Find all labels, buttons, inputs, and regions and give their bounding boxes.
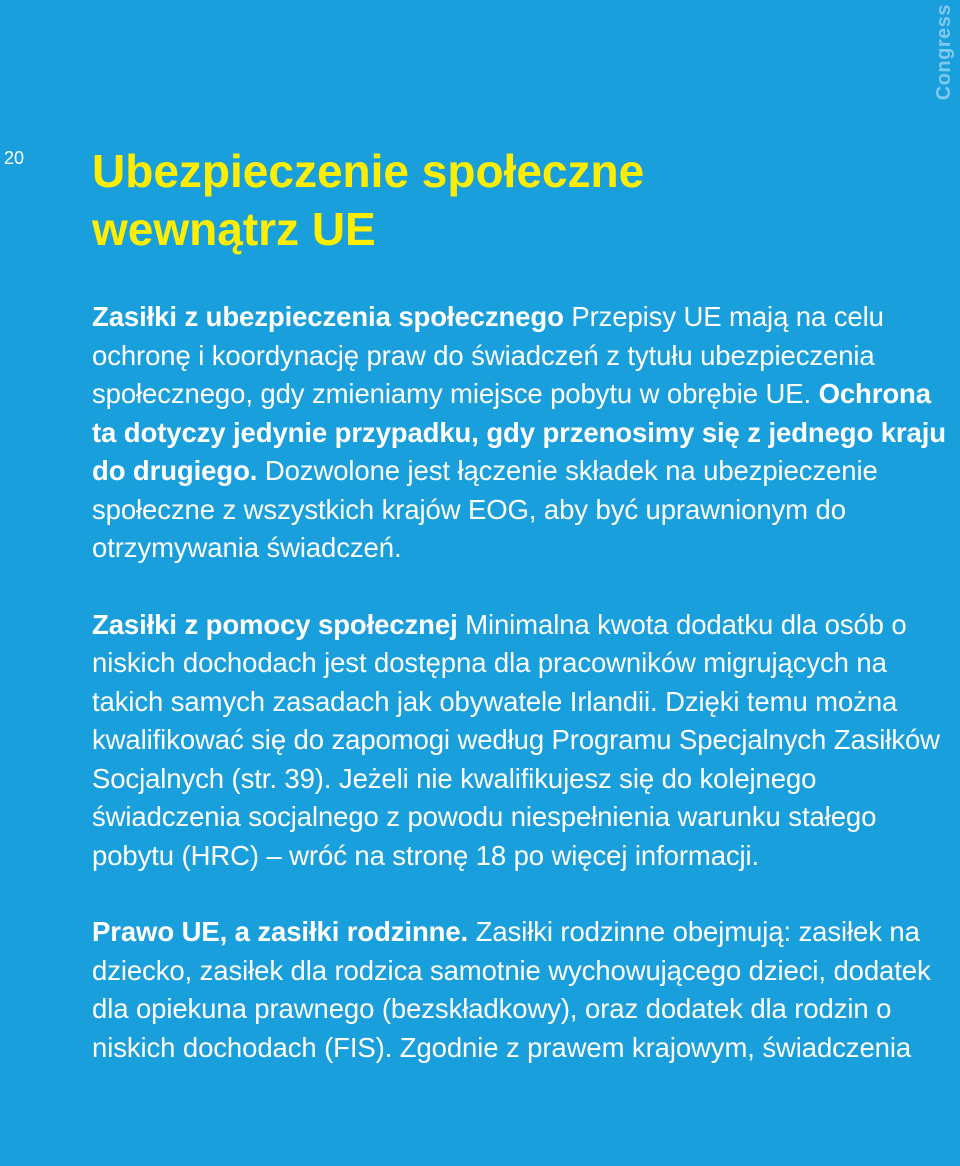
section-side-label: Congress: [933, 4, 955, 101]
paragraph-text: Przepisy UE mają na celu ochronę i koordynację praw do świadczeń z tytułu ubezpieczenia społecznego, gdy zmieniamy miejsce pobytu w obrębie UE.: [92, 301, 884, 409]
paragraph-family-benefits: [92, 913, 960, 1067]
page-number: 20: [4, 148, 25, 168]
paragraph-heading: Prawo UE, a zasiłki rodzinne.: [92, 916, 469, 947]
paragraph-heading: Zasiłki z ubezpieczenia społecznego: [92, 301, 564, 332]
page-title: [92, 142, 952, 258]
page-title-line-2: wewnątrz UE: [92, 203, 376, 255]
article-body: [92, 298, 960, 1105]
paragraph-emphasis: Ochrona ta dotyczy jedynie przypadku, gdy przenosimy się z jednego kraju do drugiego.: [92, 378, 946, 486]
paragraph-heading: Zasiłki z pomocy społecznej: [92, 608, 458, 640]
paragraph-social-insurance: [92, 298, 960, 568]
paragraph-text: Dozwolone jest łączenie składek na ubezpieczenie społeczne z wszystkich krajów EOG, aby być uprawnionym do otrzymywania świadczeń.: [92, 455, 878, 563]
paragraph-social-assistance: [92, 606, 960, 876]
paragraph-text: Minimalna kwota dodatku dla osób o niskich dochodach jest dostępna dla pracowników migrujących na takich samych zasadach jak obywatele Irlandii. Dzięki temu można kwalifikować się do zapomogi według Programu Specjalnych Zasiłków Socjalnych (str. 39). Jeżeli nie kwalifikujesz się do kolejnego świadczenia socjalnego z powodu niespełnienia warunku stałego pobytu (HRC) – wróć na stronę 18 po więcej informacji.: [92, 608, 940, 871]
page-title-line-1: Ubezpieczenie społeczne: [92, 145, 645, 197]
paragraph-text: Zasiłki rodzinne obejmują: zasiłek na dziecko, zasiłek dla rodzica samotnie wychowującego dzieci, dodatek dla opiekuna prawnego (bezskładkowy), oraz dodatek dla rodzin o niskich dochodach (FIS). Zgodnie z prawem krajowym, świadczenia: [92, 916, 931, 1063]
